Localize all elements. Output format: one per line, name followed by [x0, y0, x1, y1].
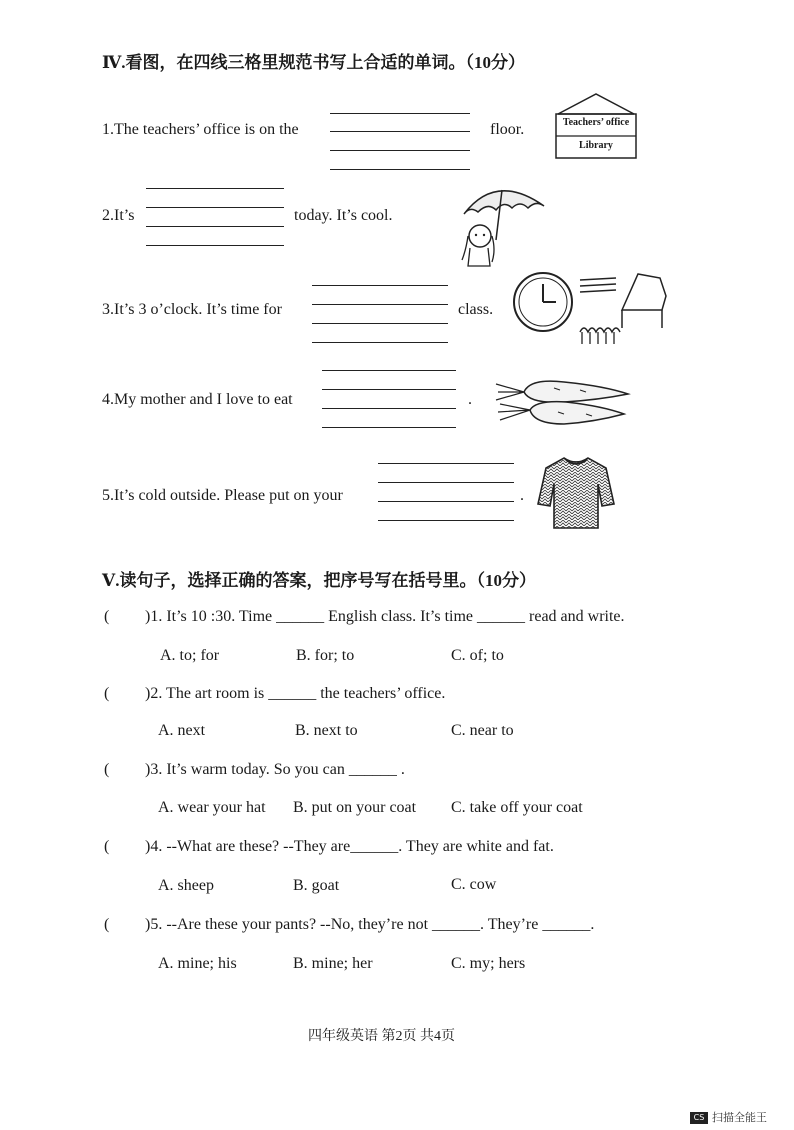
- q5-1-option-b: B. for; to: [296, 647, 355, 664]
- q4-1-after: floor.: [490, 121, 525, 138]
- section-5-title: Ⅴ.读句子，选择正确的答案，把序号写在括号里。（10分）: [102, 571, 536, 590]
- sign-library: Library: [579, 140, 613, 151]
- q5-5-option-b: B. mine; her: [293, 955, 373, 972]
- answer-paren-2[interactable]: (: [104, 685, 110, 702]
- building-sign-icon: [554, 92, 638, 160]
- scanner-watermark: [690, 1112, 767, 1124]
- q5-5-option-c: C. my; hers: [451, 955, 526, 972]
- q4-3-text: 3.It’s 3 o’clock. It’s time for: [102, 301, 282, 318]
- q4-4-after: .: [468, 391, 472, 408]
- umbrella-girl-icon: [456, 178, 548, 268]
- section-4-title: Ⅳ.看图，在四线三格里规范书写上合适的单词。（10分）: [102, 53, 526, 72]
- q5-4-stem: )4. --What are these? --They are______. They are white and fat.: [145, 838, 554, 855]
- q5-4-option-b: B. goat: [293, 877, 340, 894]
- q5-3-option-b: B. put on your coat: [293, 799, 417, 816]
- q5-4-option-c: C. cow: [451, 876, 497, 893]
- answer-paren-1[interactable]: (: [104, 608, 110, 625]
- q5-3-stem: )3. It’s warm today. So you can ______ .: [145, 761, 405, 778]
- q4-5-writing-lines[interactable]: [378, 463, 514, 521]
- q4-5-after: .: [520, 487, 524, 504]
- q5-2-stem: )2. The art room is ______ the teachers’ office.: [145, 685, 446, 702]
- q5-4-option-a: A. sheep: [158, 877, 214, 894]
- clock-piano-icon: [512, 266, 670, 350]
- sign-teachers-office: Teachers’ office: [562, 117, 630, 128]
- q5-2-option-a: A. next: [158, 722, 206, 739]
- cs-logo-icon: CS: [690, 1112, 708, 1124]
- q5-2-option-b: B. next to: [295, 722, 358, 739]
- carrot-icon: [494, 374, 632, 432]
- q4-1-text: 1.The teachers’ office is on the: [102, 121, 299, 138]
- q5-1-option-c: C. of; to: [451, 647, 504, 664]
- q4-3-after: class.: [458, 301, 494, 318]
- sweater-icon: [536, 454, 616, 532]
- q4-5-text: 5.It’s cold outside. Please put on your: [102, 487, 343, 504]
- q5-5-option-a: A. mine; his: [158, 955, 237, 972]
- answer-paren-5[interactable]: (: [104, 916, 110, 933]
- q4-2-text: 2.It’s: [102, 207, 135, 224]
- q5-3-option-a: A. wear your hat: [158, 799, 266, 816]
- answer-paren-3[interactable]: (: [104, 761, 110, 778]
- q5-3-option-c: C. take off your coat: [451, 799, 583, 816]
- q5-1-stem: )1. It’s 10 :30. Time ______ English class. It’s time ______ read and write.: [145, 608, 625, 625]
- q4-4-writing-lines[interactable]: [322, 370, 456, 428]
- q5-5-stem: )5. --Are these your pants? --No, they’re not ______. They’re ______.: [145, 916, 595, 933]
- q5-1-option-a: A. to; for: [160, 647, 220, 664]
- page-footer: 四年级英语 第2页 共4页: [308, 1029, 455, 1044]
- q4-1-writing-lines[interactable]: [330, 113, 470, 171]
- q4-2-after: today. It’s cool.: [294, 207, 393, 224]
- watermark-text: 扫描全能王: [712, 1111, 767, 1124]
- q4-3-writing-lines[interactable]: [312, 285, 448, 343]
- q4-2-writing-lines[interactable]: [146, 188, 284, 246]
- q5-2-option-c: C. near to: [451, 722, 514, 739]
- answer-paren-4[interactable]: (: [104, 838, 110, 855]
- q4-4-text: 4.My mother and I love to eat: [102, 391, 293, 408]
